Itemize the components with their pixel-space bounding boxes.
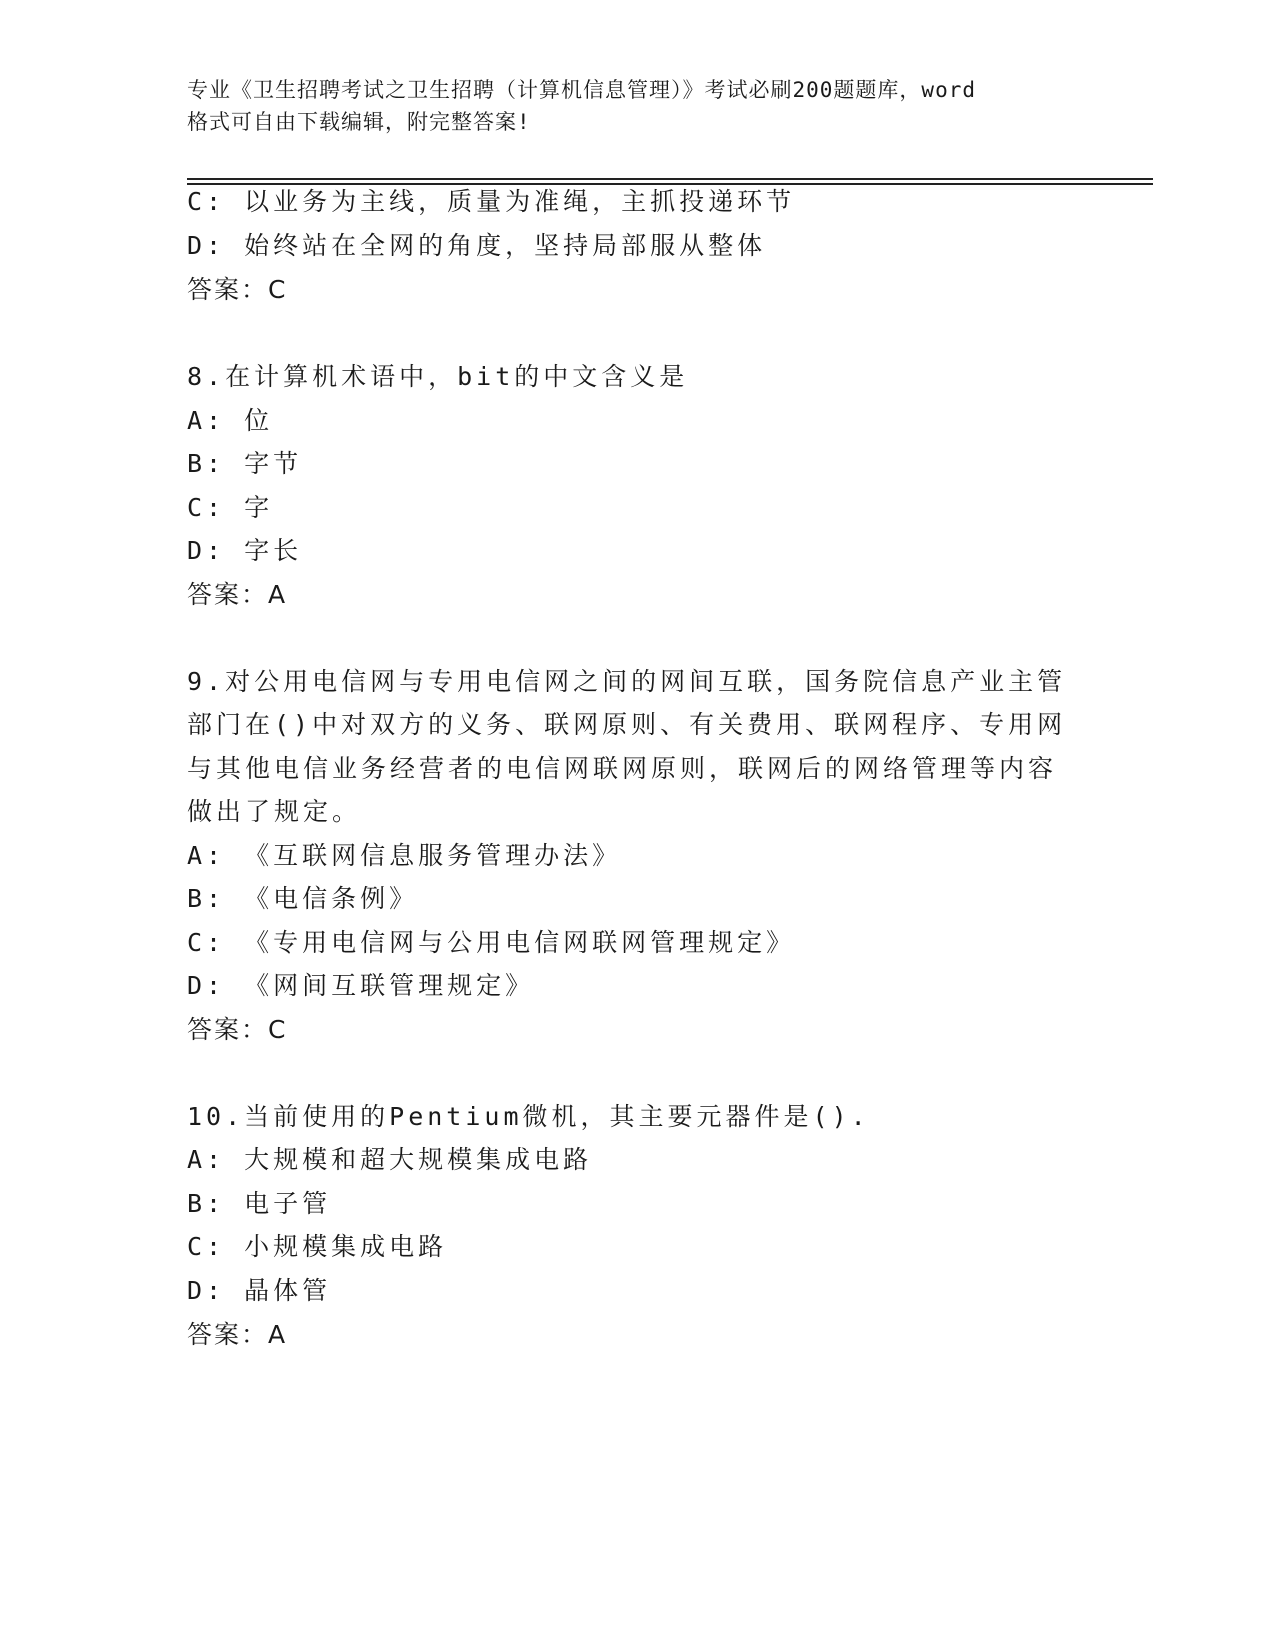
header-title-line-2: 格式可自由下载编辑，附完整答案! — [187, 110, 531, 134]
q8-option-d: D: 字长 — [187, 536, 303, 565]
header-divider-bottom — [187, 183, 1153, 185]
q9-option-b: B: 《电信条例》 — [187, 884, 419, 913]
q9-question-line-1: 9.对公用电信网与专用电信网之间的网间互联，国务院信息产业主管 — [187, 667, 1067, 696]
q7-option-c: C: 以业务为主线，质量为准绳，主抓投递环节 — [187, 187, 796, 216]
q10-option-b: B: 电子管 — [187, 1189, 332, 1218]
document-header — [187, 74, 1087, 138]
q9-question-line-4: 做出了规定。 — [187, 797, 362, 826]
q10-option-a: A: 大规模和超大规模集成电路 — [187, 1145, 593, 1174]
q7-option-d: D: 始终站在全网的角度，坚持局部服从整体 — [187, 231, 767, 260]
q7-answer: 答案：C — [187, 275, 288, 304]
q8-answer: 答案：A — [187, 580, 288, 609]
q8-question: 8.在计算机术语中，bit的中文含义是 — [187, 362, 689, 391]
q9-option-c: C: 《专用电信网与公用电信网联网管理规定》 — [187, 928, 796, 957]
q9-option-a: A: 《互联网信息服务管理办法》 — [187, 841, 622, 870]
q9-option-d: D: 《网间互联管理规定》 — [187, 971, 535, 1000]
q10-option-c: C: 小规模集成电路 — [187, 1232, 448, 1261]
q9-question-line-3: 与其他电信业务经营者的电信网联网原则，联网后的网络管理等内容 — [187, 754, 1058, 783]
q9-question-line-2: 部门在()中对双方的义务、联网原则、有关费用、联网程序、专用网 — [187, 710, 1067, 739]
q10-answer: 答案：A — [187, 1320, 288, 1349]
header-title-line-1: 专业《卫生招聘考试之卫生招聘（计算机信息管理）》考试必刷200题题库，word — [187, 78, 976, 102]
q8-option-a: A: 位 — [187, 406, 274, 435]
q8-option-c: C: 字 — [187, 493, 274, 522]
q10-question: 10.当前使用的Pentium微机，其主要元器件是(). — [187, 1102, 870, 1131]
header-divider-top — [187, 178, 1153, 180]
q8-option-b: B: 字节 — [187, 449, 303, 478]
q10-option-d: D: 晶体管 — [187, 1276, 332, 1305]
q9-answer: 答案：C — [187, 1015, 288, 1044]
